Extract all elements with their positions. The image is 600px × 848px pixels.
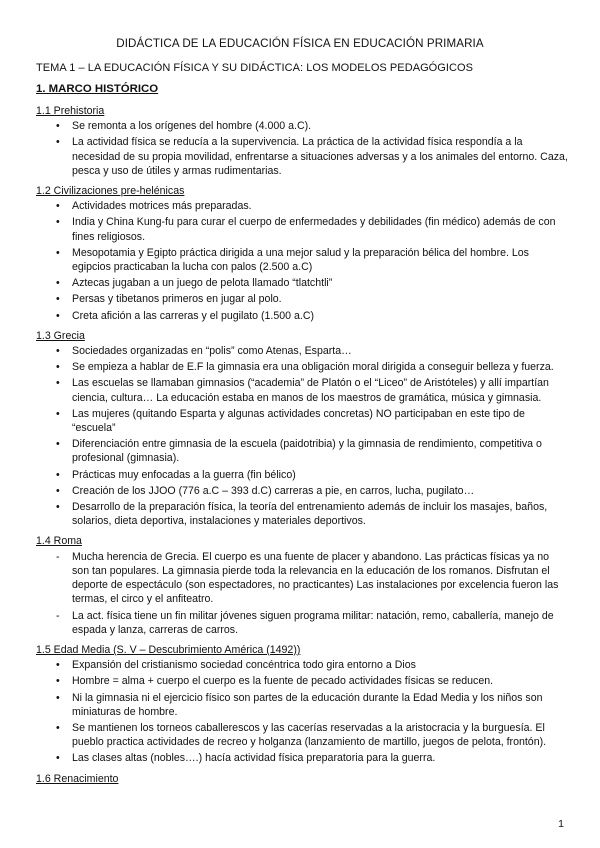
section-heading: 1. MARCO HISTÓRICO — [36, 83, 159, 95]
subsection — [36, 104, 568, 178]
list-item-text: Mucha herencia de Grecia. El cuerpo es una fuente de placer y abandono. Las prácticas físicas ya no son tan populares. La gimnasia pierde toda la relevancia en la educación de los romanos. Disfrutan el deporte de espectáculo (son espectadores, no practicantes) Las instalaciones por excelencia fueron las termas, el circo y el anfiteatro. — [72, 550, 559, 606]
list-item-text: Las clases altas (nobles….) hacía actividad física preparatoria para la guerra. — [72, 752, 436, 765]
list-item-text: Se empieza a hablar de E.F la gimnasia era una obligación moral dirigida a conseguir belleza y fuerza. — [72, 361, 554, 374]
bullet-marker: • — [56, 309, 60, 322]
list-item — [36, 407, 568, 435]
list-item-text: Hombre = alma + cuerpo el cuerpo es la fuente de pecado actividades físicas se reducen. — [72, 675, 494, 688]
subsection-title: 1.6 Renacimiento — [36, 772, 119, 785]
list-item-text: Las mujeres (quitando Esparta y algunas actividades concretas) NO participaban en este tipo de “escuela” — [72, 407, 525, 435]
subsection — [36, 534, 568, 636]
page-number: 1 — [558, 818, 564, 830]
list-item — [36, 215, 568, 243]
list-item — [36, 484, 568, 498]
bullet-marker: • — [56, 501, 60, 514]
bullet-list — [36, 344, 568, 528]
bullet-marker: • — [56, 691, 60, 704]
list-item — [36, 609, 568, 637]
subsection — [36, 772, 568, 786]
bullet-marker: • — [56, 120, 60, 133]
bullet-marker: • — [56, 377, 60, 390]
list-item — [36, 119, 568, 133]
bullet-list — [36, 658, 568, 765]
list-item-text: Creta afición a las carreras y el pugilato (1.500 a.C) — [72, 309, 315, 322]
bullet-list — [36, 119, 568, 178]
bullet-marker: • — [56, 752, 60, 765]
list-item — [36, 550, 568, 607]
list-item — [36, 344, 568, 358]
list-item-text: Persas y tibetanos primeros en jugar al polo. — [72, 293, 282, 306]
list-item — [36, 292, 568, 306]
bullet-marker: • — [56, 407, 60, 420]
list-item-text: Sociedades organizadas en “polis” como Atenas, Esparta… — [72, 345, 352, 358]
list-item — [36, 674, 568, 688]
document-body — [36, 104, 568, 792]
bullet-list — [36, 550, 568, 637]
list-item-text: Aztecas jugaban a un juego de pelota llamado “tlatchtli” — [72, 277, 333, 290]
bullet-marker: • — [56, 484, 60, 497]
list-item — [36, 199, 568, 213]
list-item — [36, 246, 568, 274]
document-title: DIDÁCTICA DE LA EDUCACIÓN FÍSICA EN EDUCACIÓN PRIMARIA — [116, 37, 484, 50]
list-item — [36, 658, 568, 672]
subsection-title: 1.3 Grecia — [36, 329, 85, 342]
bullet-marker: • — [56, 438, 60, 451]
list-item — [36, 309, 568, 323]
bullet-marker: - — [56, 550, 60, 563]
list-item — [36, 468, 568, 482]
list-item-text: Se mantienen los torneos caballerescos y las cacerías reservadas a la aristocracia y la burguesía. El pueblo practica actividades de recreo y holganza (lanzamiento de martillo, juegos de pelota, frontón). — [72, 721, 547, 749]
list-item — [36, 751, 568, 765]
list-item-text: La actividad física se reducía a la supervivencia. La práctica de la actividad física respondía a la necesidad de su propia movilidad, enfrentarse a situaciones adversas y a los animales del entorno. Caza, pesca y uso de útiles y armas rudimentarias. — [72, 136, 568, 177]
bullet-marker: • — [56, 721, 60, 734]
list-item-text: Diferenciación entre gimnasia de la escuela (paidotribia) y la gimnasia de rendimiento, competitiva o profesional (gimnasia). — [72, 438, 542, 465]
bullet-marker: • — [56, 277, 60, 290]
bullet-marker: • — [56, 200, 60, 213]
list-item — [36, 721, 568, 749]
list-item — [36, 691, 568, 719]
bullet-marker: - — [56, 609, 60, 622]
subsection — [36, 329, 568, 529]
bullet-marker: • — [56, 361, 60, 374]
list-item — [36, 276, 568, 290]
bullet-marker: • — [56, 246, 60, 259]
subsection-title: 1.4 Roma — [36, 535, 82, 548]
subsection — [36, 184, 568, 323]
list-item-text: Expansión del cristianismo sociedad concéntrica todo gira entorno a Dios — [72, 659, 416, 672]
list-item — [36, 135, 568, 178]
list-item-text: Desarrollo de la preparación física, la teoría del entrenamiento además de incluir los masajes, baños, solarios, dieta deportiva, instalaciones y materiales deportivos. — [72, 501, 548, 528]
list-item-text: India y China Kung-fu para curar el cuerpo de enfermedades y debilidades (fin médico) además de con fines religiosos. — [72, 216, 556, 243]
list-item — [36, 437, 568, 465]
list-item-text: Mesopotamia y Egipto práctica dirigida a una mejor salud y la preparación bélica del hombre. Los egipcios practicaban la lucha con palos (2.500 a.C) — [72, 246, 529, 274]
bullet-marker: • — [56, 345, 60, 358]
list-item-text: Las escuelas se llamaban gimnasios (“academia” de Platón o el “Liceo” de Aristóteles) y allí impartían ciencia, cultura… La educación estaba en manos de los maestros de gramática, música y gimnasia. — [72, 377, 549, 404]
bullet-marker: • — [56, 293, 60, 306]
bullet-marker: • — [56, 216, 60, 229]
list-item-text: Se remonta a los orígenes del hombre (4.000 a.C). — [72, 120, 312, 133]
list-item — [36, 360, 568, 374]
list-item-text: La act. física tiene un fin militar jóvenes siguen programa militar: natación, remo, caballería, manejo de espada y lanza, carreras de carros. — [72, 609, 554, 636]
list-item — [36, 376, 568, 404]
bullet-marker: • — [56, 659, 60, 672]
subsection-title: 1.1 Prehistoria — [36, 105, 105, 117]
subsection-title: 1.2 Civilizaciones pre-helénicas — [36, 185, 185, 198]
list-item-text: Ni la gimnasia ni el ejercicio físico son partes de la educación durante la Edad Media y los niños son miniaturas de hombre. — [72, 691, 543, 718]
subsection — [36, 643, 568, 766]
bullet-list — [36, 199, 568, 323]
bullet-marker: • — [56, 468, 60, 481]
document-subtitle: TEMA 1 – LA EDUCACIÓN FÍSICA Y SU DIDÁCTICA: LOS MODELOS PEDAGÓGICOS — [36, 62, 473, 74]
bullet-marker: • — [56, 675, 60, 688]
list-item-text: Prácticas muy enfocadas a la guerra (fin bélico) — [72, 468, 296, 481]
list-item-text: Creación de los JJOO (776 a.C – 393 d.C) carreras a pie, en carros, lucha, pugilato… — [72, 484, 475, 497]
subsection-title: 1.5 Edad Media (S. V – Descubrimiento América (1492)) — [36, 643, 301, 656]
list-item — [36, 500, 568, 528]
list-item-text: Actividades motrices más preparadas. — [72, 200, 252, 213]
bullet-marker: • — [56, 136, 60, 149]
